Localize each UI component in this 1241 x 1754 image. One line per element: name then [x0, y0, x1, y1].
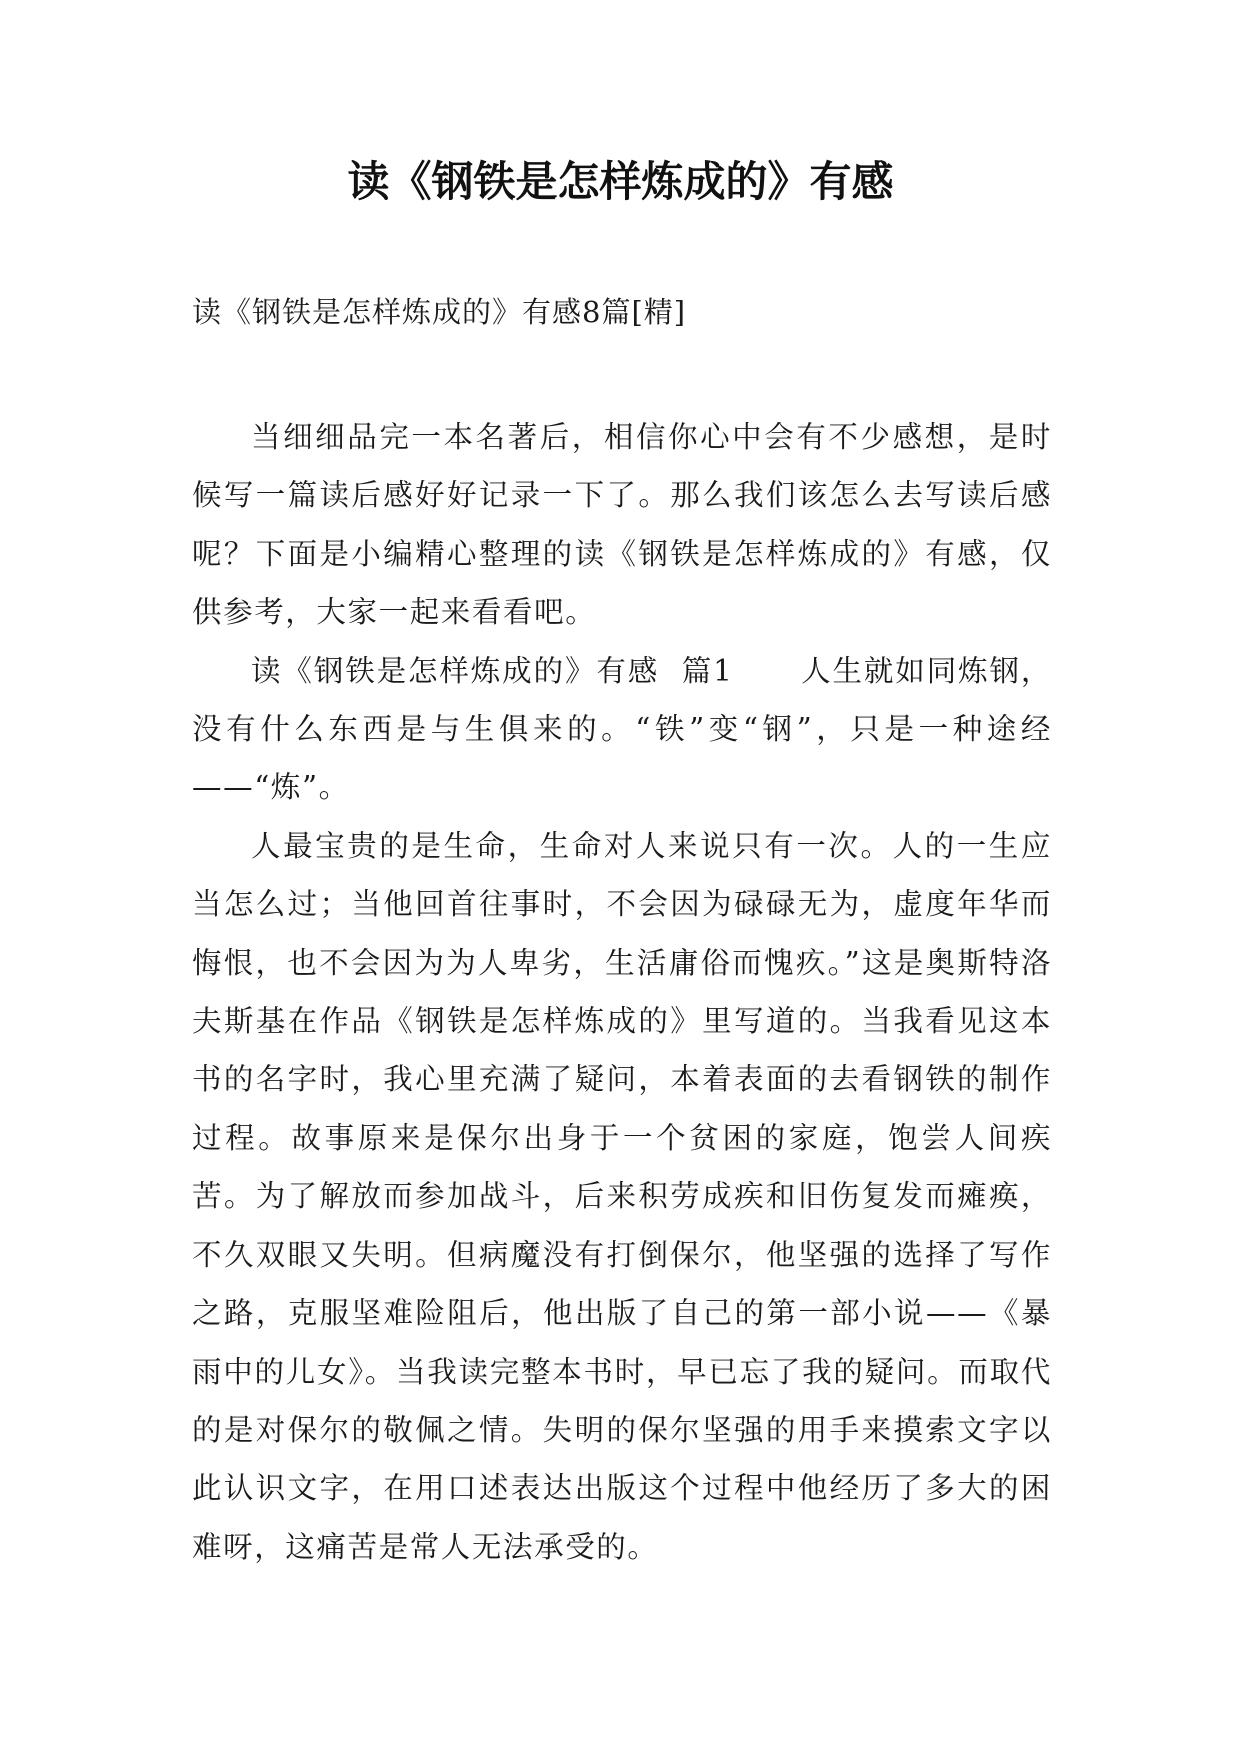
document-body: [192, 408, 1052, 1576]
paragraph-chapter-1-opening: 读《钢铁是怎样炼成的》有感 篇1 人生就如同炼钢，没有什么东西是与生俱来的。“铁”变“钢”，只是一种途经——“炼”。: [192, 653, 1052, 805]
document-subtitle: 读《钢铁是怎样炼成的》有感8篇[精]: [192, 295, 687, 329]
document-title: 读《钢铁是怎样炼成的》有感: [347, 157, 894, 206]
paragraph-chapter-1-body: 人最宝贵的是生命，生命对人来说只有一次。人的一生应当怎么过；当他回首往事时，不会因为碌碌无为，虚度年华而悔恨，也不会因为为人卑劣，生活庸俗而愧疚。”这是奥斯特洛夫斯基在作品《钢铁是怎样炼成的》里写道的。当我看见这本书的名字时，我心里充满了疑问，本着表面的去看钢铁的制作过程。故事原来是保尔出身于一个贫困的家庭，饱尝人间疾苦。为了解放而参加战斗，后来积劳成疾和旧伤复发而瘫痪，不久双眼又失明。但病魔没有打倒保尔，他坚强的选择了写作之路，克服坚难险阻后，他出版了自己的第一部小说——《暴雨中的儿女》。当我读完整本书时，早已忘了我的疑问。而取代的是对保尔的敬佩之情。失明的保尔坚强的用手来摸索文字以此认识文字，在用口述表达出版这个过程中他经历了多大的困难呀，这痛苦是常人无法承受的。: [192, 828, 1052, 1564]
paragraph-intro: 当细细品完一本名著后，相信你心中会有不少感想，是时候写一篇读后感好好记录一下了。那么我们该怎么去写读后感呢？下面是小编精心整理的读《钢铁是怎样炼成的》有感，仅供参考，大家一起来看看吧。: [192, 420, 1052, 630]
